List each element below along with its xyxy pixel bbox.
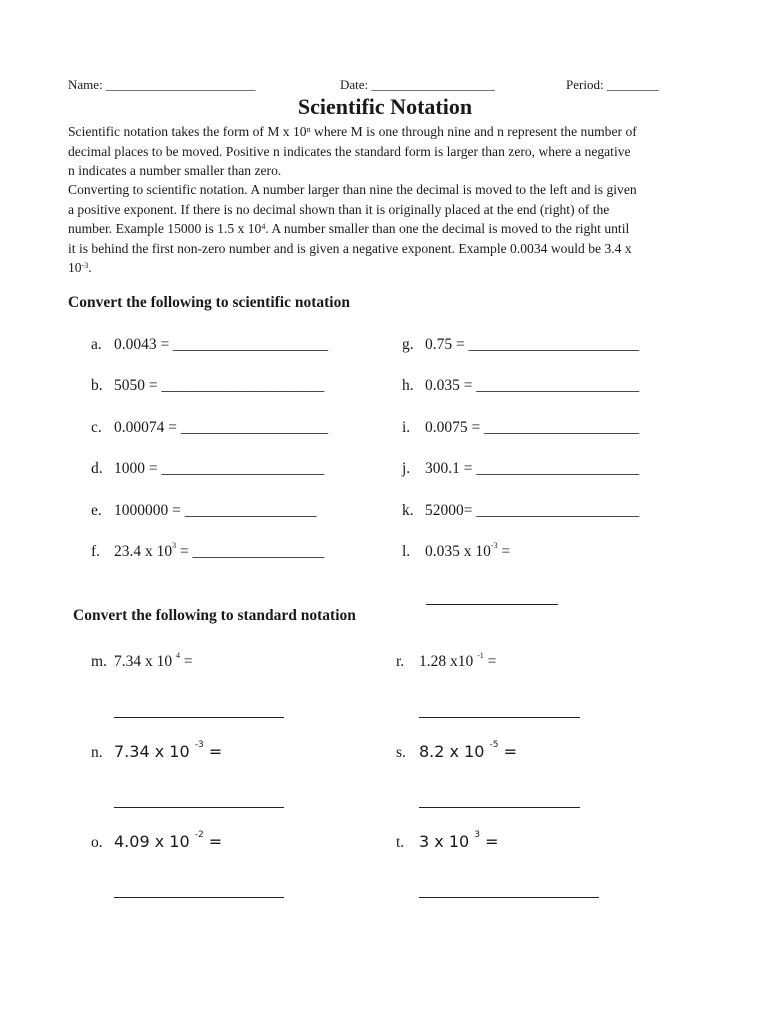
intro-paragraph-2 (68, 180, 708, 278)
problem-o[interactable]: o. 4.09 x 10 $^{-2}$ = (91, 830, 223, 851)
answer-line-s[interactable] (419, 807, 580, 808)
intro-line: $10^{-3}$. (68, 260, 92, 275)
problem-c[interactable]: c. 0.00074 = ___________________ (91, 419, 329, 436)
intro-line: Converting to scientific notation. A number larger than nine the decimal is moved to the left and is given (68, 182, 637, 197)
problem-f[interactable]: f. 23.4 x $10^3$ = _________________ (91, 541, 325, 560)
problem-g[interactable]: g. 0.75 = ______________________ (402, 336, 640, 353)
name-blank[interactable]: _______________________ (105, 77, 256, 92)
answer-line-m[interactable] (114, 717, 284, 718)
intro-line: number. Example 15000 is 1.5 x $10^4$. A number smaller than one the decimal is moved to the right until (68, 221, 630, 236)
intro-paragraph-1 (68, 122, 708, 181)
problem-r[interactable]: r. 1.28 x10 $^{-1}$ = (396, 651, 497, 670)
section-heading-standard: Convert the following to standard notation (73, 607, 356, 624)
intro-line: a positive exponent. If there is no decimal shown than it is originally placed at the end (right) of the (68, 201, 610, 217)
date-label: Date: (340, 77, 369, 92)
intro-line: n indicates a number smaller than zero. (68, 163, 282, 178)
name-field (68, 77, 255, 93)
problem-s[interactable]: s. 8.2 x 10 $^{-5}$ = (396, 740, 518, 761)
problem-k[interactable]: k. 52000= _____________________ (402, 502, 640, 519)
problem-a[interactable]: a. 0.0043 = ____________________ (91, 336, 329, 353)
intro-line: Scientific notation takes the form of M x 10$^n$ where M is one through nine and n represent the number of (68, 124, 637, 139)
problem-e[interactable]: e. 1000000 = _________________ (91, 502, 317, 519)
answer-line-l[interactable] (426, 604, 558, 605)
answer-line-n[interactable] (114, 807, 284, 808)
name-label: Name: (68, 77, 103, 92)
period-blank[interactable]: ________ (606, 77, 659, 92)
intro-line: it is behind the first non-zero number and is given a negative exponent. Example 0.0034 would be 3.4 x (68, 240, 632, 256)
answer-line-o[interactable] (114, 897, 284, 898)
problem-h[interactable]: h. 0.035 = _____________________ (402, 377, 640, 394)
period-field (566, 77, 659, 93)
section-heading-scientific: Convert the following to scientific notation (68, 294, 350, 311)
problem-i[interactable]: i. 0.0075 = ____________________ (402, 419, 640, 436)
intro-line: decimal places to be moved. Positive n indicates the standard form is larger than zero, where a negative (68, 143, 631, 159)
date-blank[interactable]: ___________________ (371, 77, 495, 92)
problem-m[interactable]: m. 7.34 x 10 $^4$ = (91, 651, 193, 670)
page-title: Scientific Notation (297, 94, 473, 119)
problem-n[interactable]: n. 7.34 x 10 $^{-3}$ = (91, 740, 223, 761)
problem-l[interactable]: l. 0.035 x $10^{-3}$ = (402, 541, 511, 560)
problem-j[interactable]: j. 300.1 = _____________________ (402, 460, 640, 477)
problem-b[interactable]: b. 5050 = _____________________ (91, 377, 325, 394)
period-label: Period: (566, 77, 604, 92)
answer-line-r[interactable] (419, 717, 580, 718)
problem-t[interactable]: t. 3 x 10 $^3$ = (396, 830, 499, 851)
date-field (340, 77, 495, 93)
answer-line-t[interactable] (419, 897, 599, 898)
problem-d[interactable]: d. 1000 = _____________________ (91, 460, 325, 477)
